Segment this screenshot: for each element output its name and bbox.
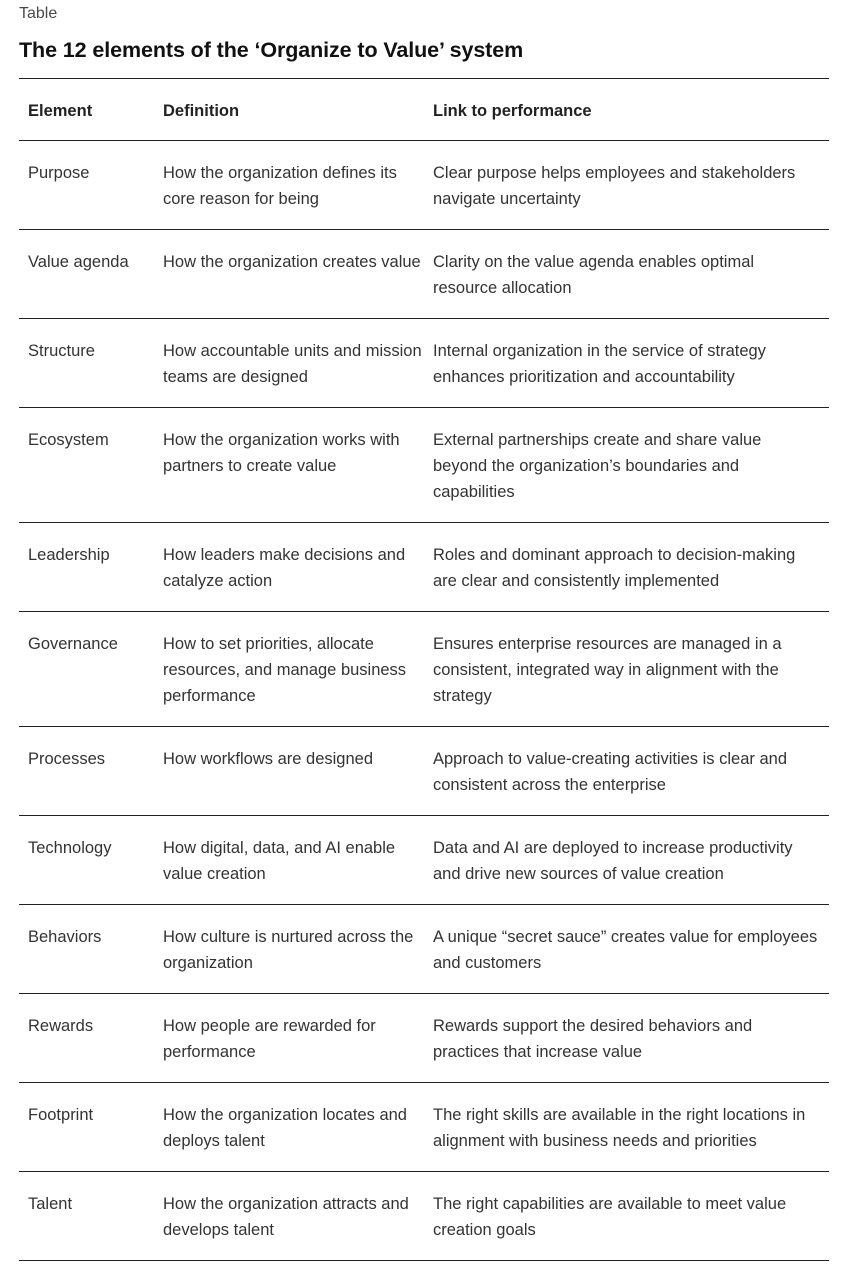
cell-link: Clear purpose helps employees and stakeholders navigate uncertainty [433, 141, 829, 230]
cell-link: Data and AI are deployed to increase productivity and drive new sources of value creation [433, 816, 829, 905]
cell-definition: How to set priorities, allocate resources, and manage business performance [163, 612, 433, 727]
cell-link: Ensures enterprise resources are managed in a consistent, integrated way in alignment with the strategy [433, 612, 829, 727]
elements-table [19, 78, 829, 1261]
cell-element: Footprint [19, 1083, 163, 1172]
cell-definition: How the organization locates and deploys talent [163, 1083, 433, 1172]
cell-element: Value agenda [19, 230, 163, 319]
cell-element: Behaviors [19, 905, 163, 994]
cell-link: The right skills are available in the right locations in alignment with business needs and priorities [433, 1083, 829, 1172]
cell-definition: How the organization works with partners to create value [163, 408, 433, 523]
cell-definition: How the organization defines its core reason for being [163, 141, 433, 230]
cell-link: Rewards support the desired behaviors and practices that increase value [433, 994, 829, 1083]
table-row [19, 408, 829, 523]
cell-definition: How people are rewarded for performance [163, 994, 433, 1083]
cell-element: Purpose [19, 141, 163, 230]
cell-element: Technology [19, 816, 163, 905]
column-header-link: Link to performance [433, 79, 829, 141]
table-row [19, 612, 829, 727]
cell-link: Clarity on the value agenda enables optimal resource allocation [433, 230, 829, 319]
cell-link: Roles and dominant approach to decision-making are clear and consistently implemented [433, 523, 829, 612]
cell-link: Internal organization in the service of strategy enhances prioritization and accountability [433, 319, 829, 408]
table-row [19, 523, 829, 612]
page-title: The 12 elements of the ‘Organize to Value’ system [19, 38, 524, 62]
table-row [19, 816, 829, 905]
cell-definition: How culture is nurtured across the organization [163, 905, 433, 994]
table-row [19, 1083, 829, 1172]
cell-element: Processes [19, 727, 163, 816]
cell-element: Rewards [19, 994, 163, 1083]
cell-element: Governance [19, 612, 163, 727]
table-header-row [19, 79, 829, 141]
table-row [19, 994, 829, 1083]
cell-element: Leadership [19, 523, 163, 612]
table-row [19, 905, 829, 994]
cell-link: The right capabilities are available to meet value creation goals [433, 1172, 829, 1261]
cell-element: Ecosystem [19, 408, 163, 523]
table-row [19, 230, 829, 319]
cell-link: Approach to value-creating activities is clear and consistent across the enterprise [433, 727, 829, 816]
cell-element: Structure [19, 319, 163, 408]
table-row [19, 319, 829, 408]
cell-definition: How workflows are designed [163, 727, 433, 816]
cell-element: Talent [19, 1172, 163, 1261]
cell-definition: How digital, data, and AI enable value creation [163, 816, 433, 905]
cell-definition: How leaders make decisions and catalyze action [163, 523, 433, 612]
cell-definition: How the organization attracts and develops talent [163, 1172, 433, 1261]
cell-link: A unique “secret sauce” creates value for employees and customers [433, 905, 829, 994]
figure-kicker: Table [19, 5, 58, 22]
column-header-definition: Definition [163, 79, 433, 141]
table-row [19, 727, 829, 816]
table-row [19, 141, 829, 230]
cell-link: External partnerships create and share value beyond the organization’s boundaries and capabilities [433, 408, 829, 523]
column-header-element: Element [19, 79, 163, 141]
cell-definition: How accountable units and mission teams are designed [163, 319, 433, 408]
table-row [19, 1172, 829, 1261]
cell-definition: How the organization creates value [163, 230, 433, 319]
table-figure [19, 0, 829, 1239]
